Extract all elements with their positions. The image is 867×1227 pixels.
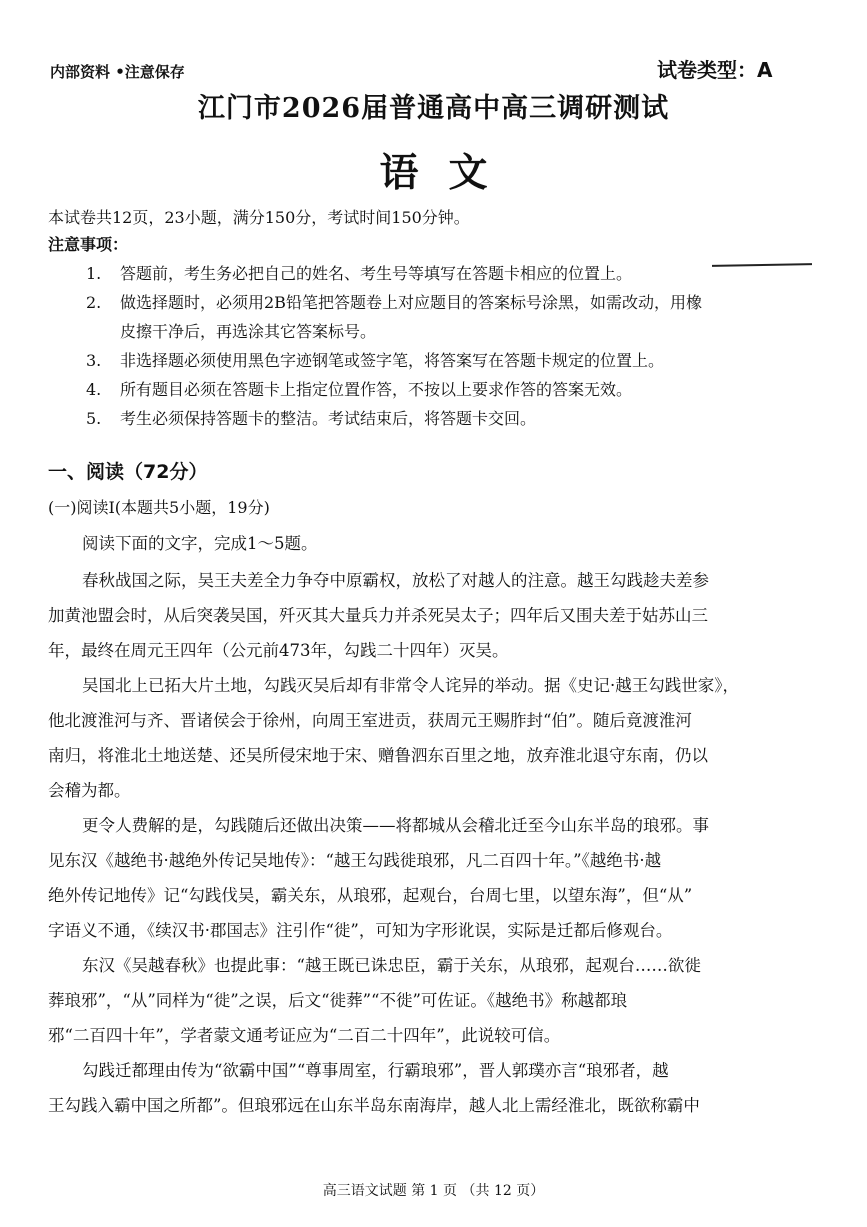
passage-line: 东汉《吴越春秋》也提此事：“越王既已诛忠臣，霸于关东，从琅邪，起观台……欲徙 [82,956,701,975]
passage-line: 南归，将淮北土地送楚、还吴所侵宋地于宋、赠鲁泗东百里之地，放弃淮北退守东南，仍以 [48,746,708,765]
notice-item [86,406,536,429]
notice-number: 3. [86,351,102,370]
notice-item [86,261,632,284]
notice-text: 非选择题必须使用黑色字迹钢笔或签字笔，将答案写在答题卡规定的位置上。 [120,351,665,370]
passage-line: 绝外传记地传》记“勾践伐吴，霸关东，从琅邪，起观台，台周七里，以望东海”，但“从” [48,886,693,905]
notice-text: 所有题目必须在答题卡上指定位置作答，不按以上要求作答的答案无效。 [120,380,633,399]
notice-item [86,348,664,371]
paper-type-label: 试卷类型：A [657,58,773,82]
passage-line: 见东汉《越绝书·越绝外传记吴地传》：“越王勾践徙琅邪，凡二百四十年。”《越绝书·越 [48,851,662,870]
notice-item [86,290,702,313]
passage-line: 王勾践入霸中国之所都”。但琅邪远在山东半岛东南海岸，越人北上需经淮北，既欲称霸中 [48,1096,700,1115]
exam-title: 江门市2026届普通高中高三调研测试 [197,93,670,124]
notice-heading: 注意事项： [48,235,129,254]
internal-use-note: 内部资料 •注意保存 [50,63,185,81]
passage-line: 春秋战国之际，吴王夫差全力争夺中原霸权，放松了对越人的注意。越王勾践趁夫差参 [82,571,709,590]
notice-text-continued: 皮擦干净后，再选涂其它答案标号。 [120,322,377,341]
notice-text: 做选择题时，必须用2B铅笔把答题卷上对应题目的答案标号涂黑，如需改动，用橡 [120,293,702,312]
reading-instruction: 阅读下面的文字，完成1～5题。 [82,534,318,553]
passage-line: 吴国北上已拓大片土地，勾践灭吴后却有非常令人诧异的举动。据《史记·越王勾践世家》， [82,676,739,695]
notice-number: 2. [86,293,102,312]
passage-line: 葬琅邪”，“从”同样为“徙”之误，后文“徙葬”“不徙”可佐证。《越绝书》称越都琅 [48,991,628,1010]
passage-line: 更令人费解的是，勾践随后还做出决策——将都城从会稽北迁至今山东半岛的琅邪。事 [82,816,709,835]
scan-mark [712,263,812,267]
passage-line: 邪“二百四十年”，学者蒙文通考证应为“二百二十四年”，此说较可信。 [48,1026,561,1045]
section-heading: 一、阅读（72分） [48,461,208,483]
passage-line: 他北渡淮河与齐、晋诸侯会于徐州，向周王室进贡，获周元王赐胙封“伯”。随后竟渡淮河 [48,711,692,730]
page-footer: 高三语文试题 第 1 页 （共 12 页） [322,1183,545,1199]
notice-number: 4. [86,380,102,399]
subject-title: 语文 [379,150,518,196]
passage-line: 会稽为都。 [48,781,131,800]
notice-number: 1. [86,264,102,283]
exam-info: 本试卷共12页，23小题，满分150分，考试时间150分钟。 [48,208,470,227]
passage-line: 字语义不通，《续汉书·郡国志》注引作“徙”，可知为字形讹误，实际是迁都后修观台。 [48,921,673,940]
passage-line: 年，最终在周元王四年（公元前473年，勾践二十四年）灭吴。 [48,641,509,660]
notice-text: 答题前，考生务必把自己的姓名、考生号等填写在答题卡相应的位置上。 [120,264,633,283]
passage-line: 加黄池盟会时，从后突袭吴国，歼灭其大量兵力并杀死吴太子；四年后又围夫差于姑苏山三 [48,606,708,625]
notice-text: 考生必须保持答题卡的整洁。考试结束后，将答题卡交回。 [120,409,537,428]
passage-line: 勾践迁都理由传为“欲霸中国”“尊事周室，行霸琅邪”，晋人郭璞亦言“琅邪者，越 [82,1061,669,1080]
notice-number: 5. [86,409,102,428]
subsection-heading: (一)阅读Ⅰ(本题共5小题，19分) [48,498,270,517]
notice-item [86,377,632,400]
